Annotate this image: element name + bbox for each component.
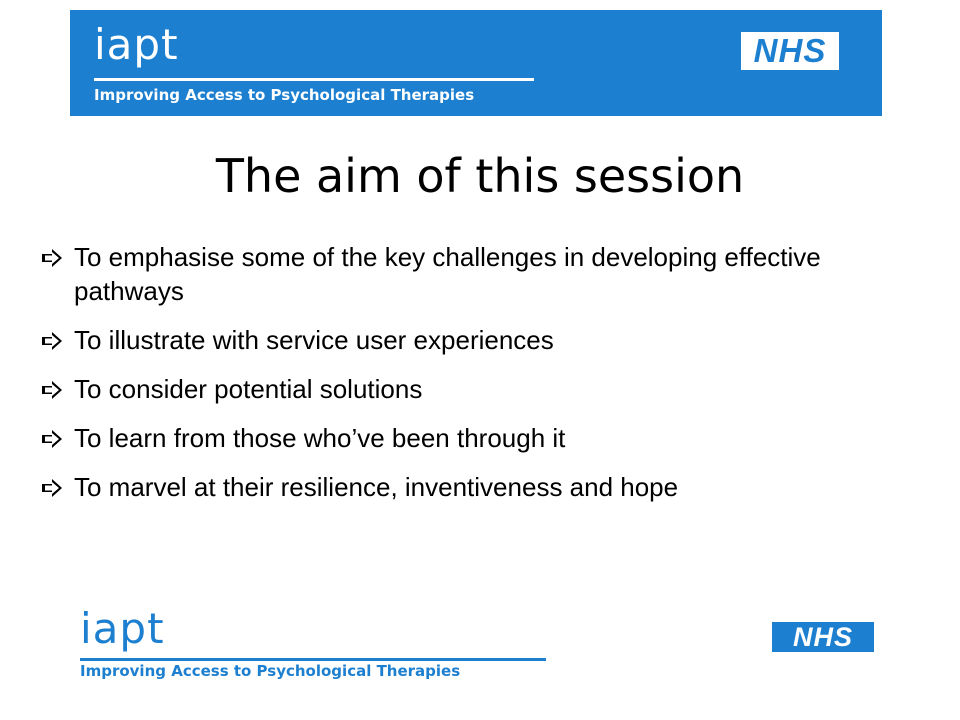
bullet-item xyxy=(42,421,922,455)
iapt-logo-text: iapt xyxy=(80,604,165,653)
slide-title: The aim of this session xyxy=(215,149,745,203)
nhs-logo xyxy=(772,622,874,652)
nhs-logo-text: NHS xyxy=(792,622,853,652)
header-banner xyxy=(70,10,882,116)
header-logo-rule xyxy=(94,78,534,81)
arrow-bullet-icon xyxy=(42,381,62,399)
bullet-text: To emphasise some of the key challenges in developing effective pathways xyxy=(74,242,821,306)
bullet-text: To marvel at their resilience, inventiveness and hope xyxy=(74,472,679,502)
iapt-logo-text: iapt xyxy=(94,20,179,69)
bullet-list xyxy=(42,240,922,519)
nhs-logo xyxy=(741,32,839,70)
bullet-item xyxy=(42,240,922,308)
bullet-item xyxy=(42,470,922,504)
header-tagline: Improving Access to Psychological Therapies xyxy=(94,86,475,104)
bullet-text: To consider potential solutions xyxy=(74,374,423,404)
bullet-text: To learn from those who’ve been through it xyxy=(74,423,566,453)
bullet-text: To illustrate with service user experiences xyxy=(74,325,554,355)
arrow-bullet-icon xyxy=(42,249,62,267)
footer-tagline: Improving Access to Psychological Therapies xyxy=(80,662,461,680)
arrow-bullet-icon xyxy=(42,332,62,350)
nhs-logo-text: NHS xyxy=(753,32,827,69)
bullet-item xyxy=(42,323,922,357)
footer-logo-rule xyxy=(80,658,546,661)
footer-logo xyxy=(80,604,880,684)
bullet-item xyxy=(42,372,922,406)
arrow-bullet-icon xyxy=(42,430,62,448)
arrow-bullet-icon xyxy=(42,479,62,497)
